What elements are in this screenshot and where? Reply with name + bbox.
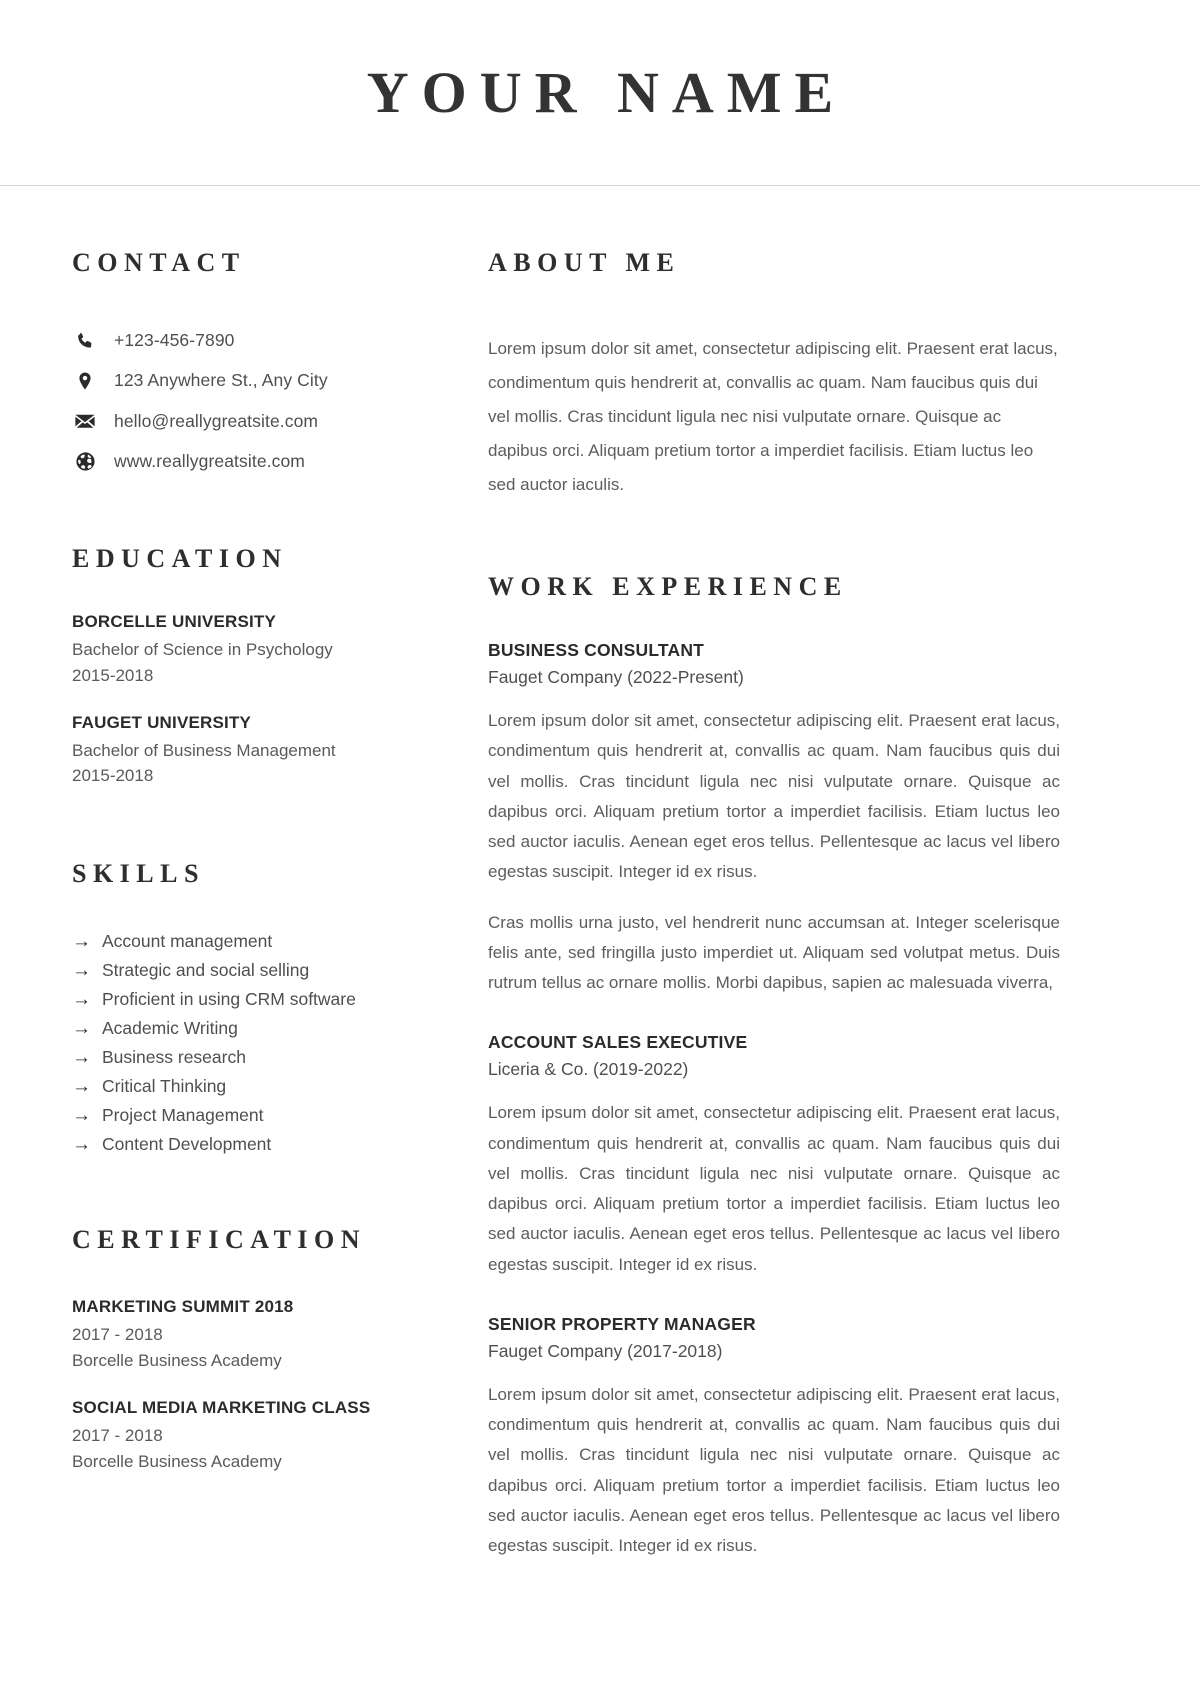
- job-description: Lorem ipsum dolor sit amet, consectetur adipiscing elit. Praesent erat lacus, condimentum quis hendrerit at, convallis ac quam. Nam faucibus quis dui vel mollis. Cras tincidunt ligula nec nisi vulputate ornare. Quisque ac dapibus orci. Aliquam pretium tortor a imperdiet facilisis. Etiam luctus leo sed auctor iaculis. Aenean eget eros tellus. Pellentesque ac lacus vel libero egestas suscipit. Integer id ex risus.: [488, 1103, 1060, 1274]
- job-title: SENIOR PROPERTY MANAGER: [488, 1313, 756, 1334]
- education-school: BORCELLE UNIVERSITY: [72, 612, 277, 631]
- skill-label: Proficient in using CRM software: [102, 989, 356, 1010]
- sidebar-column: [72, 248, 462, 1475]
- skills-list: [72, 931, 462, 1155]
- contact-item-text: www.reallygreatsite.com: [114, 451, 305, 471]
- globe-icon: [72, 451, 98, 472]
- education-degree: Bachelor of Business Management: [72, 740, 336, 760]
- page-title: YOUR NAME: [366, 60, 847, 125]
- skill-item: [72, 1018, 462, 1039]
- contact-item-text: 123 Anywhere St., Any City: [114, 370, 328, 390]
- certification-years: 2017 - 2018: [72, 1325, 163, 1345]
- contact-item[interactable]: [72, 410, 462, 432]
- contact-list: [72, 330, 462, 472]
- arrow-right-icon: →: [72, 1018, 91, 1040]
- certification-list: [72, 1297, 462, 1474]
- arrow-right-icon: →: [72, 1047, 91, 1069]
- education-entry: [72, 612, 462, 689]
- section-heading-skills: SKILLS: [72, 859, 205, 889]
- skill-item: [72, 1076, 462, 1097]
- job-description: Lorem ipsum dolor sit amet, consectetur adipiscing elit. Praesent erat lacus, condimentum quis hendrerit at, convallis ac quam. Nam faucibus quis dui vel mollis. Cras tincidunt ligula nec nisi vulputate ornare. Quisque ac dapibus orci. Aliquam pretium tortor a imperdiet facilisis. Etiam luctus leo sed auctor iaculis. Aenean eget eros tellus. Pellentesque ac lacus vel libero egestas suscipit. Integer id ex risus.: [488, 1384, 1060, 1555]
- phone-icon: [72, 331, 98, 351]
- skill-item: [72, 960, 462, 981]
- work-experience-entry: [488, 1032, 1060, 1280]
- contact-item[interactable]: [72, 451, 462, 472]
- education-years: 2015-2018: [72, 665, 154, 685]
- section-heading-certification: CERTIFICATION: [72, 1225, 367, 1255]
- skill-label: Account management: [102, 931, 273, 952]
- education-years: 2015-2018: [72, 766, 154, 786]
- skill-label: Strategic and social selling: [102, 960, 310, 981]
- certification-years: 2017 - 2018: [72, 1425, 163, 1445]
- certification-name: MARKETING SUMMIT 2018: [72, 1297, 294, 1317]
- section-heading-education: EDUCATION: [72, 544, 288, 573]
- job-title: BUSINESS CONSULTANT: [488, 640, 705, 660]
- certification-name: SOCIAL MEDIA MARKETING CLASS: [72, 1397, 371, 1417]
- work-experience-entry: [488, 1314, 1060, 1562]
- certification-issuer: Borcelle Business Academy: [72, 1351, 282, 1371]
- job-company: Fauget Company (2017-2018): [488, 1340, 723, 1361]
- certification-entry: [72, 1398, 462, 1475]
- skill-item: [72, 931, 462, 952]
- skill-label: Academic Writing: [102, 1018, 238, 1039]
- arrow-right-icon: →: [72, 1076, 91, 1098]
- job-company: Fauget Company (2022-Present): [488, 667, 744, 687]
- education-degree: Bachelor of Science in Psychology: [72, 640, 333, 659]
- resume-header: [0, 0, 1200, 186]
- education-school: FAUGET UNIVERSITY: [72, 712, 252, 732]
- section-heading-contact: CONTACT: [72, 248, 246, 277]
- email-icon: [72, 410, 98, 432]
- contact-item[interactable]: [72, 330, 462, 351]
- skill-label: Content Development: [102, 1134, 272, 1155]
- work-experience-entry: [488, 640, 1060, 998]
- contact-item-text: +123-456-7890: [114, 330, 235, 350]
- job-title: ACCOUNT SALES EXECUTIVE: [488, 1032, 748, 1053]
- job-description: Cras mollis urna justo, vel hendrerit nunc accumsan at. Integer scelerisque felis ante, sed fringilla justo imperdiet ut. Aliquam sed volutpat metus. Duis rutrum tellus ac ornare mollis. Morbi dapibus, sapien ac malesuada viverra,: [488, 912, 1060, 992]
- skill-label: Project Management: [102, 1105, 264, 1126]
- contact-item-text: hello@reallygreatsite.com: [114, 410, 319, 431]
- certification-issuer: Borcelle Business Academy: [72, 1451, 282, 1471]
- education-list: [72, 612, 462, 789]
- resume-body: [0, 186, 1200, 1561]
- skill-label: Critical Thinking: [102, 1076, 227, 1097]
- section-heading-work-experience: WORK EXPERIENCE: [488, 572, 848, 601]
- about-me-text: Lorem ipsum dolor sit amet, consectetur adipiscing elit. Praesent erat lacus, condimentum quis hendrerit at, convallis ac quam. Nam faucibus quis dui vel mollis. Cras tincidunt ligula nec nisi vulputate ornare. Quisque ac dapibus orci. Aliquam pretium tortor a imperdiet facilisis. Etiam luctus leo sed auctor iaculis.: [488, 339, 1058, 494]
- skill-item: [72, 989, 462, 1010]
- section-heading-about-me: ABOUT ME: [488, 248, 681, 277]
- arrow-right-icon: →: [72, 1134, 91, 1156]
- education-entry: [72, 713, 462, 790]
- arrow-right-icon: →: [72, 1105, 91, 1127]
- skill-item: [72, 1047, 462, 1068]
- main-column: [488, 248, 1060, 1561]
- arrow-right-icon: →: [72, 960, 91, 982]
- job-description: Lorem ipsum dolor sit amet, consectetur adipiscing elit. Praesent erat lacus, condimentum quis hendrerit at, convallis ac quam. Nam faucibus quis dui vel mollis. Cras tincidunt ligula nec nisi vulputate ornare. Quisque ac dapibus orci. Aliquam pretium tortor a imperdiet facilisis. Etiam luctus leo sed auctor iaculis. Aenean eget eros tellus. Pellentesque ac lacus vel libero egestas suscipit. Integer id ex risus.: [488, 711, 1060, 882]
- job-company: Liceria & Co. (2019-2022): [488, 1059, 689, 1080]
- certification-entry: [72, 1297, 462, 1374]
- arrow-right-icon: →: [72, 989, 91, 1011]
- skill-item: [72, 1105, 462, 1126]
- contact-item[interactable]: [72, 370, 462, 391]
- work-experience-list: [488, 640, 1060, 1561]
- skill-label: Business research: [102, 1047, 246, 1068]
- skill-item: [72, 1134, 462, 1155]
- location-icon: [72, 371, 98, 391]
- arrow-right-icon: →: [72, 931, 91, 953]
